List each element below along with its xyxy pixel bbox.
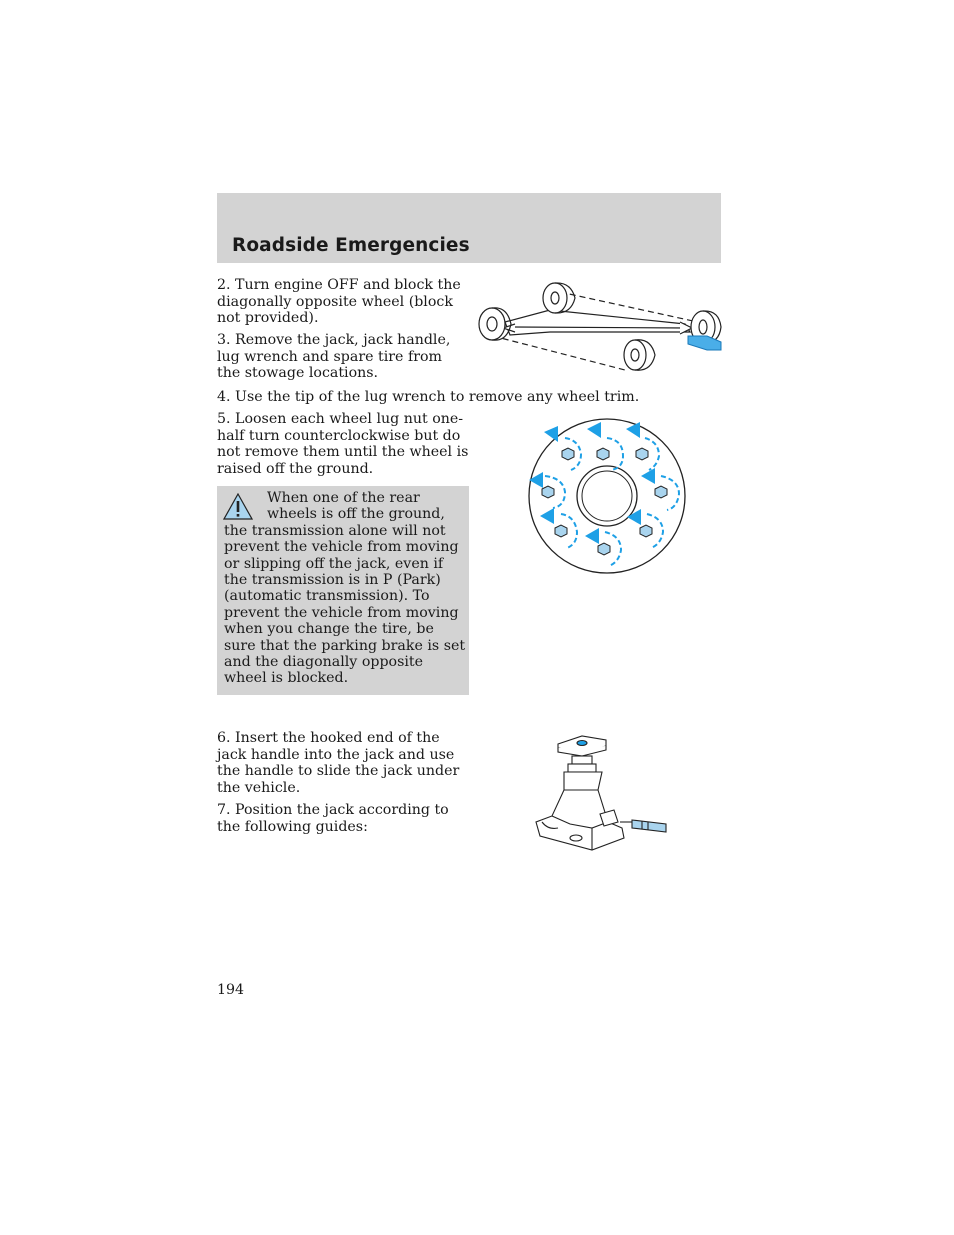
step-6-text: 6. Insert the hooked end of the jack handle into the jack and use the handle to slide the jack under the vehicle. (217, 730, 460, 796)
step-7-text: 7. Position the jack according to the following guides: (217, 802, 449, 835)
jack-diagram (530, 730, 672, 858)
section-title: Roadside Emergencies (232, 235, 470, 256)
step-3-text: 3. Remove the jack, jack handle, lug wrench and spare tire from the stowage locations. (217, 332, 451, 381)
page-number: 194 (217, 982, 245, 998)
step-5-text: 5. Loosen each wheel lug nut one-half turn counterclockwise but do not remove them until the wheel is raised off the ground. (217, 411, 469, 477)
lug-nut-diagram (527, 416, 689, 576)
warning-text-block (224, 490, 466, 687)
section-header (217, 193, 721, 263)
wheel-block-diagram (475, 280, 725, 380)
step-2-text: 2. Turn engine OFF and block the diagonally opposite wheel (block not provided). (217, 277, 461, 326)
warning-box (217, 486, 469, 695)
warning-text: When one of the rear wheels is off the ground, the transmission alone will not prevent the vehicle from moving or slipping off the jack, even if the transmission is in P (Park) (automatic transmission). To prevent the vehicle from moving when you change the tire, be sure that the parking brake is set and the diagonally opposite wheel is blocked. (224, 490, 466, 687)
step-4-text: 4. Use the tip of the lug wrench to remove any wheel trim. (217, 389, 640, 405)
